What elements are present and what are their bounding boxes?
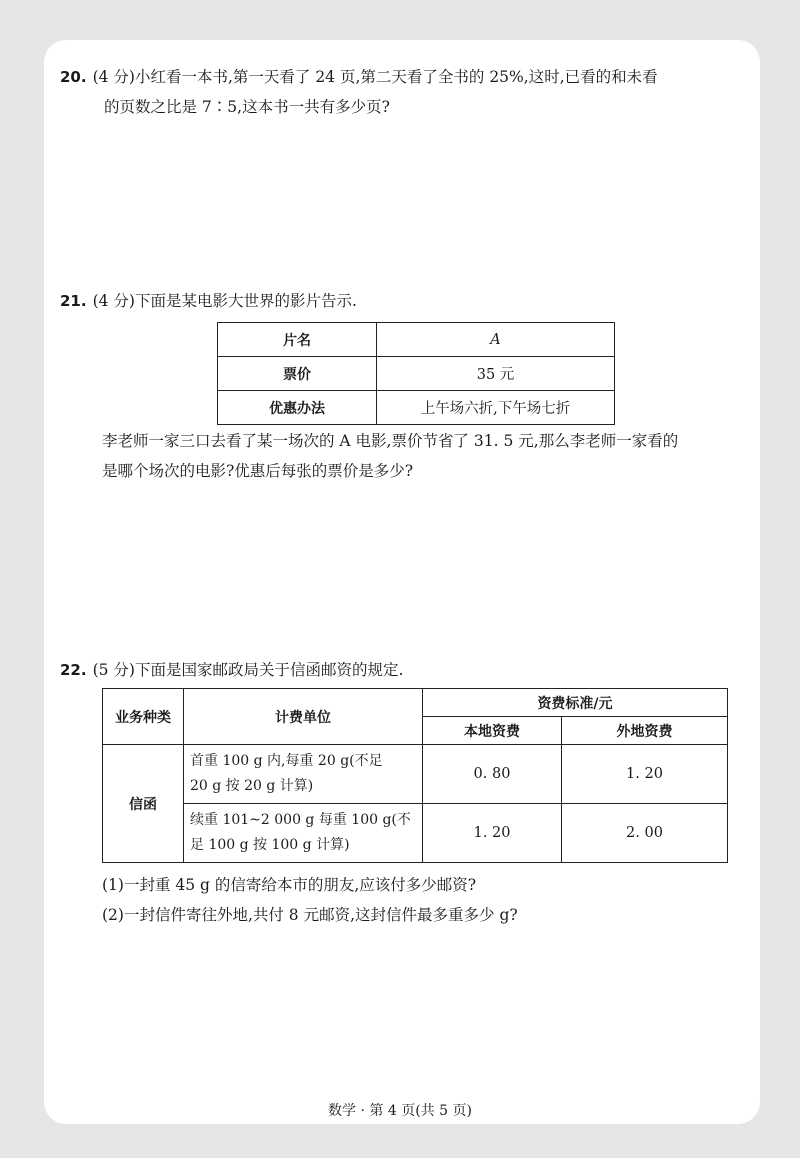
table-cell: 35 元 xyxy=(377,357,615,391)
movie-info-table xyxy=(217,322,615,425)
table-row xyxy=(218,323,615,357)
question-22 xyxy=(60,655,740,685)
question-21-body xyxy=(102,426,742,486)
subquestion-1: (1)一封重 45 g 的信寄给本市的朋友,应该付多少邮资? xyxy=(102,876,477,894)
question-22-subquestions xyxy=(102,870,742,930)
table-cell: 2. 00 xyxy=(562,804,728,863)
table-header-cell: 优惠办法 xyxy=(218,391,377,425)
table-cell: 1. 20 xyxy=(423,804,562,863)
question-intro: (4 分)下面是某电影大世界的影片告示. xyxy=(92,292,357,310)
cell-line: 首重 100 g 内,每重 20 g(不足 xyxy=(190,753,383,769)
question-text-line: 李老师一家三口去看了某一场次的 A 电影,票价节省了 31. 5 元,那么李老师一家看的 xyxy=(102,432,679,450)
table-header-cell: 票价 xyxy=(218,357,377,391)
question-text-line: (4 分)小红看一本书,第一天看了 24 页,第二天看了全书的 25%,这时,已看的和未看 xyxy=(92,68,658,86)
table-header-cell: 资费标准/元 xyxy=(423,689,728,717)
table-cell: 0. 80 xyxy=(423,745,562,804)
page-sheet xyxy=(44,40,760,1124)
question-number: 22. xyxy=(60,661,87,679)
question-text-line: 的页数之比是 7∶5,这本书一共有多少页? xyxy=(104,98,390,116)
table-cell xyxy=(184,745,423,804)
table-row xyxy=(218,391,615,425)
table-row xyxy=(103,745,728,804)
question-number: 21. xyxy=(60,292,87,310)
question-intro: (5 分)下面是国家邮政局关于信函邮资的规定. xyxy=(92,661,404,679)
table-header-cell: 计费单位 xyxy=(184,689,423,745)
subquestion-2: (2)一封信件寄往外地,共付 8 元邮资,这封信件最多重多少 g? xyxy=(102,906,518,924)
question-text-line: 是哪个场次的电影?优惠后每张的票价是多少? xyxy=(102,462,414,480)
table-cell xyxy=(184,804,423,863)
table-header-cell: 外地资费 xyxy=(562,717,728,745)
table-header-cell: 本地资费 xyxy=(423,717,562,745)
cell-line: 足 100 g 按 100 g 计算) xyxy=(190,837,350,853)
table-row xyxy=(218,357,615,391)
page-footer: 数学 · 第 4 页(共 5 页) xyxy=(328,1103,472,1119)
postage-table xyxy=(102,688,728,863)
table-cell: 1. 20 xyxy=(562,745,728,804)
cell-line: 续重 101~2 000 g 每重 100 g(不 xyxy=(190,812,411,828)
table-cell: A xyxy=(377,323,615,357)
table-header-cell: 业务种类 xyxy=(103,689,184,745)
cell-line: 20 g 按 20 g 计算) xyxy=(190,778,314,794)
question-21 xyxy=(60,286,740,316)
question-number: 20. xyxy=(60,68,87,86)
table-cell: 上午场六折,下午场七折 xyxy=(377,391,615,425)
table-row xyxy=(103,804,728,863)
question-20 xyxy=(60,62,740,122)
table-header-cell: 信函 xyxy=(103,745,184,863)
table-header-cell: 片名 xyxy=(218,323,377,357)
table-row xyxy=(103,689,728,717)
